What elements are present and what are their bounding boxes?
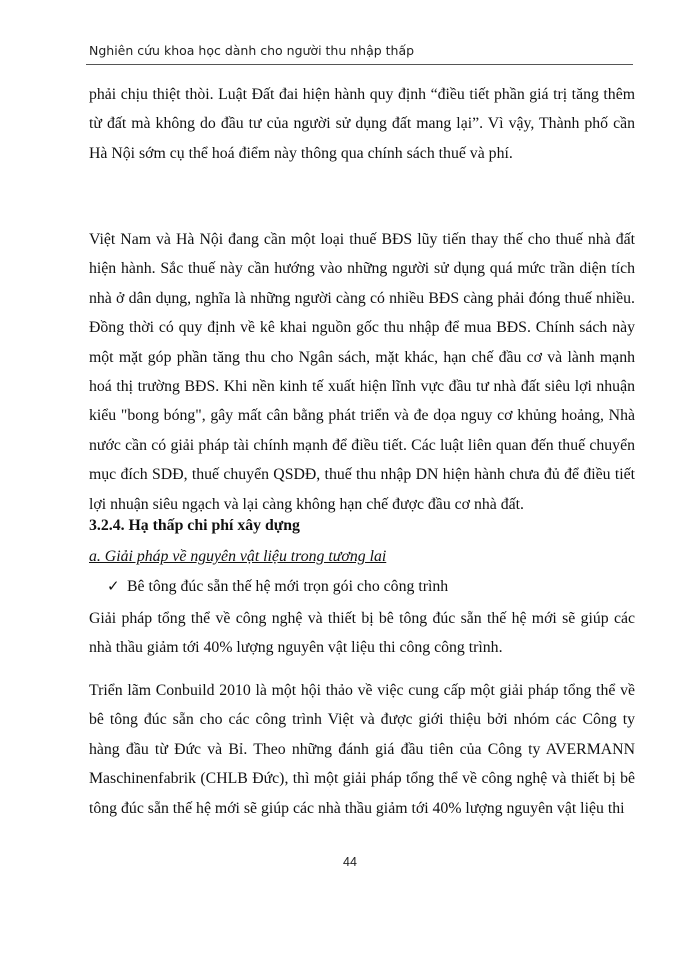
check-list-item [107, 577, 448, 596]
check-item-text: Bê tông đúc sẵn thế hệ mới trọn gói cho công trình [127, 577, 449, 595]
paragraph-2: Việt Nam và Hà Nội đang cần một loại thuế BĐS lũy tiến thay thế cho thuế nhà đất hiện hành. Sắc thuế này cần hướng vào những người sử dụng quá mức trần diện tích nhà ở dân dụng, nghĩa là những người càng có nhiều BĐS càng phải đóng thuế nhiều. Đồng thời có quy định về kê khai nguồn gốc thu nhập để mua BĐS. Chính sách này một mặt góp phần tăng thu cho Ngân sách, mặt khác, hạn chế đầu cơ và lành mạnh hoá thị trường BĐS. Khi nền kinh tế xuất hiện lĩnh vực đầu tư nhà đất siêu lợi nhuận kiểu "bong bóng", gây mất cân bằng phát triển và đe dọa nguy cơ khủng hoảng, Nhà nước cần có giải pháp tài chính mạnh để điều tiết. Các luật liên quan đến thuế chuyển mục đích SDĐ, thuế chuyển QSDĐ, thuế thu nhập DN hiện hành chưa đủ để điều tiết lợi nhuận siêu ngạch và lại càng không hạn chế được đầu cơ nhà đất. [89, 231, 635, 513]
page-number: 44 [343, 855, 357, 869]
paragraph-1: phải chịu thiệt thòi. Luật Đất đai hiện hành quy định “điều tiết phần giá trị tăng thêm từ đất mà không do đầu tư của người sử dụng đất mang lại”. Vì vậy, Thành phố cần Hà Nội sớm cụ thể hoá điểm này thông qua chính sách thuế và phí. [89, 86, 635, 162]
paragraph-3: Giải pháp tổng thể về công nghệ và thiết bị bê tông đúc sẵn thế hệ mới sẽ giúp các nhà thầu giảm tới 40% lượng nguyên vật liệu thi công công trình. [89, 610, 635, 657]
running-header: Nghiên cứu khoa học dành cho người thu nhập thấp [89, 43, 415, 58]
section-heading: 3.2.4. Hạ thấp chi phí xây dựng [89, 517, 300, 534]
checkmark-icon: ✓ [107, 579, 120, 595]
header-divider [86, 64, 633, 65]
subsection-heading: a. Giải pháp về nguyên vật liệu trong tương lai [89, 548, 387, 565]
paragraph-4: Triển lãm Conbuild 2010 là một hội thảo về việc cung cấp một giải pháp tổng thể về bê tông đúc sẵn cho các công trình Việt và được giới thiệu bởi nhóm các Công ty hàng đầu từ Đức và Bỉ. Theo những đánh giá đầu tiên của Công ty AVERMANN Maschinenfabrik (CHLB Đức), thì một giải pháp tổng thể về công nghệ và thiết bị bê tông đúc sẵn thế hệ mới sẽ giúp các nhà thầu giảm tới 40% lượng nguyên vật liệu thi [89, 682, 635, 817]
